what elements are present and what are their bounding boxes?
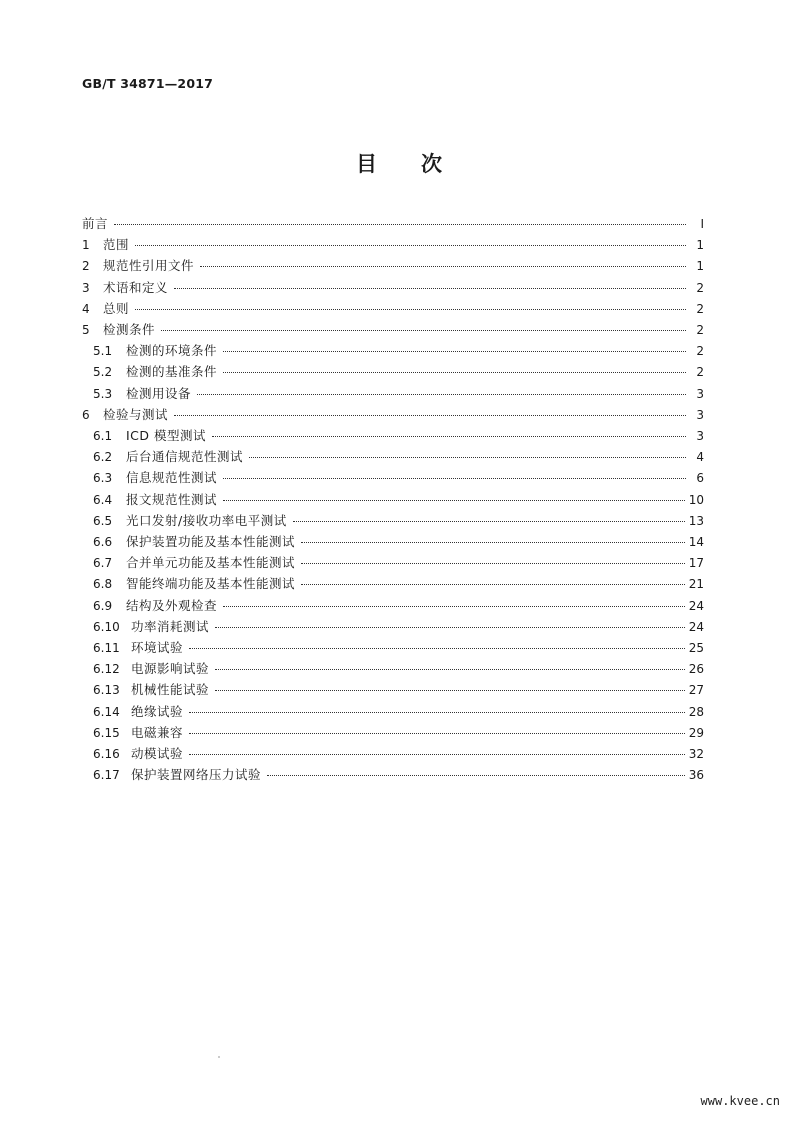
toc-dot-leader <box>223 350 686 352</box>
footer-url: www.kvee.cn <box>700 1094 780 1108</box>
toc-row[interactable] <box>93 767 704 783</box>
toc-label: 术语和定义 <box>103 279 169 295</box>
toc-number: 6.16 <box>93 747 120 761</box>
toc-label: 规范性引用文件 <box>103 258 195 274</box>
toc-row[interactable] <box>82 280 704 296</box>
toc-row[interactable] <box>82 301 704 317</box>
toc-page-number: 1 <box>696 259 704 274</box>
toc-label: 范围 <box>103 237 130 253</box>
toc-row[interactable] <box>93 343 704 359</box>
toc-page-number: 2 <box>696 280 704 295</box>
toc-number: 5.2 <box>93 365 113 380</box>
toc-number: 2 <box>82 259 90 274</box>
toc-label: ICD 模型测试 <box>126 428 207 443</box>
toc-number: 6.6 <box>93 535 113 549</box>
toc-label: 功率消耗测试 <box>131 618 210 634</box>
toc-dot-leader <box>223 371 686 373</box>
toc-dot-leader <box>189 647 685 649</box>
toc-label: 绝缘试验 <box>131 703 184 719</box>
toc-row[interactable] <box>93 640 704 656</box>
toc-dot-leader <box>223 605 685 607</box>
toc-page-number: 2 <box>696 365 704 380</box>
toc-page-number: Ⅰ <box>700 217 704 231</box>
toc-page-number: 36 <box>688 768 704 783</box>
toc-row[interactable] <box>93 428 704 444</box>
toc-row[interactable] <box>93 449 704 465</box>
toc-label: 合并单元功能及基本性能测试 <box>126 555 296 571</box>
toc-dot-leader <box>215 668 685 670</box>
toc-label: 机械性能试验 <box>131 682 210 698</box>
toc-row[interactable] <box>93 598 704 614</box>
toc-number: 5.3 <box>93 386 113 401</box>
toc-dot-leader <box>223 499 685 501</box>
toc-number: 6.8 <box>93 577 113 592</box>
toc-page-number: 17 <box>688 556 704 571</box>
toc-page-number: 2 <box>696 344 704 359</box>
toc-label: 前言 <box>82 216 109 231</box>
toc-dot-leader <box>200 265 686 267</box>
toc-row[interactable] <box>93 534 704 550</box>
toc-label: 检测用设备 <box>126 385 192 401</box>
toc-row[interactable] <box>82 407 704 423</box>
toc-label: 动模试验 <box>131 746 184 761</box>
toc-label: 保护装置网络压力试验 <box>131 767 262 783</box>
toc-row[interactable] <box>82 322 704 338</box>
toc-dot-leader <box>301 562 685 564</box>
toc-page-number: 2 <box>696 323 704 337</box>
toc-label: 光口发射/接收功率电平测试 <box>126 512 287 528</box>
toc-number: 6.13 <box>93 683 120 698</box>
toc-number: 1 <box>82 238 90 253</box>
toc-label: 环境试验 <box>131 640 184 655</box>
toc-label: 智能终端功能及基本性能测试 <box>126 576 296 592</box>
toc-dot-leader <box>212 435 686 437</box>
toc-dot-leader <box>135 244 686 246</box>
toc-dot-leader <box>189 732 685 734</box>
toc-page-number: 6 <box>696 471 704 486</box>
toc-label: 检测的环境条件 <box>126 343 218 359</box>
toc-row[interactable] <box>93 746 704 762</box>
toc-row[interactable] <box>93 492 704 508</box>
toc-row[interactable] <box>93 386 704 402</box>
toc-page-number: 24 <box>688 619 704 634</box>
toc-dot-leader <box>267 774 685 776</box>
toc-label: 后台通信规范性测试 <box>126 449 244 465</box>
title-char-2: 次 <box>421 152 442 176</box>
toc-number: 6.9 <box>93 598 113 613</box>
toc-number: 6.14 <box>93 704 120 719</box>
toc-page-number: 13 <box>688 513 704 528</box>
toc-page-number: 2 <box>696 301 704 316</box>
toc-dot-leader <box>189 753 685 755</box>
toc-page-number: 4 <box>696 450 704 465</box>
toc-row[interactable] <box>93 513 704 529</box>
toc-page-number: 3 <box>696 429 704 443</box>
toc-label: 电磁兼容 <box>131 724 184 740</box>
toc-number: 6.5 <box>93 513 113 528</box>
toc-dot-leader <box>189 711 685 713</box>
toc-page-number: 3 <box>696 386 704 401</box>
toc-page-number: 1 <box>696 238 704 253</box>
toc-dot-leader <box>161 329 686 331</box>
toc-row[interactable] <box>93 619 704 635</box>
toc-dot-leader <box>174 287 686 289</box>
toc-number: 6.1 <box>93 429 113 443</box>
toc-dot-leader <box>223 477 686 479</box>
toc-number: 3 <box>82 280 90 295</box>
toc-dot-leader <box>174 414 686 416</box>
toc-number: 4 <box>82 301 90 316</box>
toc-number: 6.17 <box>93 768 120 783</box>
toc-row[interactable] <box>82 216 704 232</box>
toc-dot-leader <box>197 393 686 395</box>
toc-label: 报文规范性测试 <box>126 491 218 507</box>
toc-number: 6.2 <box>93 450 113 465</box>
toc-row[interactable] <box>93 555 704 571</box>
toc-label: 检验与测试 <box>103 406 169 422</box>
toc-row[interactable] <box>93 725 704 741</box>
toc-dot-leader <box>301 583 685 585</box>
toc-page-number: 25 <box>688 641 704 655</box>
scan-speck <box>218 1056 220 1058</box>
toc-number: 6.10 <box>93 619 120 634</box>
toc-row[interactable] <box>93 576 704 592</box>
toc-row[interactable] <box>93 704 704 720</box>
toc-row[interactable] <box>93 682 704 698</box>
toc-page-number: 28 <box>688 704 704 719</box>
toc-dot-leader <box>215 689 685 691</box>
standard-number: GB/T 34871—2017 <box>82 76 214 91</box>
toc-label: 信息规范性测试 <box>126 470 218 486</box>
toc-page-number: 14 <box>688 535 704 549</box>
toc-page-number: 10 <box>688 492 704 507</box>
toc-row[interactable] <box>93 470 704 486</box>
toc-label: 检测的基准条件 <box>126 364 218 380</box>
toc-dot-leader <box>135 308 686 310</box>
title-char-1: 目 <box>356 152 377 176</box>
toc-row[interactable] <box>93 661 704 677</box>
toc-label: 保护装置功能及基本性能测试 <box>126 534 296 549</box>
toc-dot-leader <box>249 456 686 458</box>
toc-number: 6.4 <box>93 492 113 507</box>
toc-label: 总则 <box>103 300 130 316</box>
toc-label: 检测条件 <box>103 322 156 337</box>
toc-dot-leader <box>215 626 685 628</box>
toc-page-number: 24 <box>688 598 704 613</box>
toc-row[interactable] <box>93 364 704 380</box>
toc-number: 6.11 <box>93 641 120 655</box>
toc-page-number: 3 <box>696 407 704 422</box>
toc-number: 5 <box>82 323 90 337</box>
toc-dot-leader <box>301 541 685 543</box>
toc-number: 5.1 <box>93 344 113 359</box>
toc-dot-leader <box>293 520 685 522</box>
toc-page-number: 29 <box>688 725 704 740</box>
toc-number: 6.12 <box>93 662 120 677</box>
toc-label: 结构及外观检查 <box>126 597 218 613</box>
toc-number: 6.15 <box>93 725 120 740</box>
toc-page-number: 26 <box>688 662 704 677</box>
toc-page-number: 32 <box>688 747 704 761</box>
toc-label: 电源影响试验 <box>131 661 210 677</box>
toc-number: 6 <box>82 407 90 422</box>
toc-number: 6.7 <box>93 556 113 571</box>
toc-row[interactable] <box>82 237 704 253</box>
toc-number: 6.3 <box>93 471 113 486</box>
toc-page-number: 21 <box>688 577 704 592</box>
toc-row[interactable] <box>82 258 704 274</box>
toc-page-number: 27 <box>688 683 704 698</box>
toc-dot-leader <box>114 223 686 225</box>
